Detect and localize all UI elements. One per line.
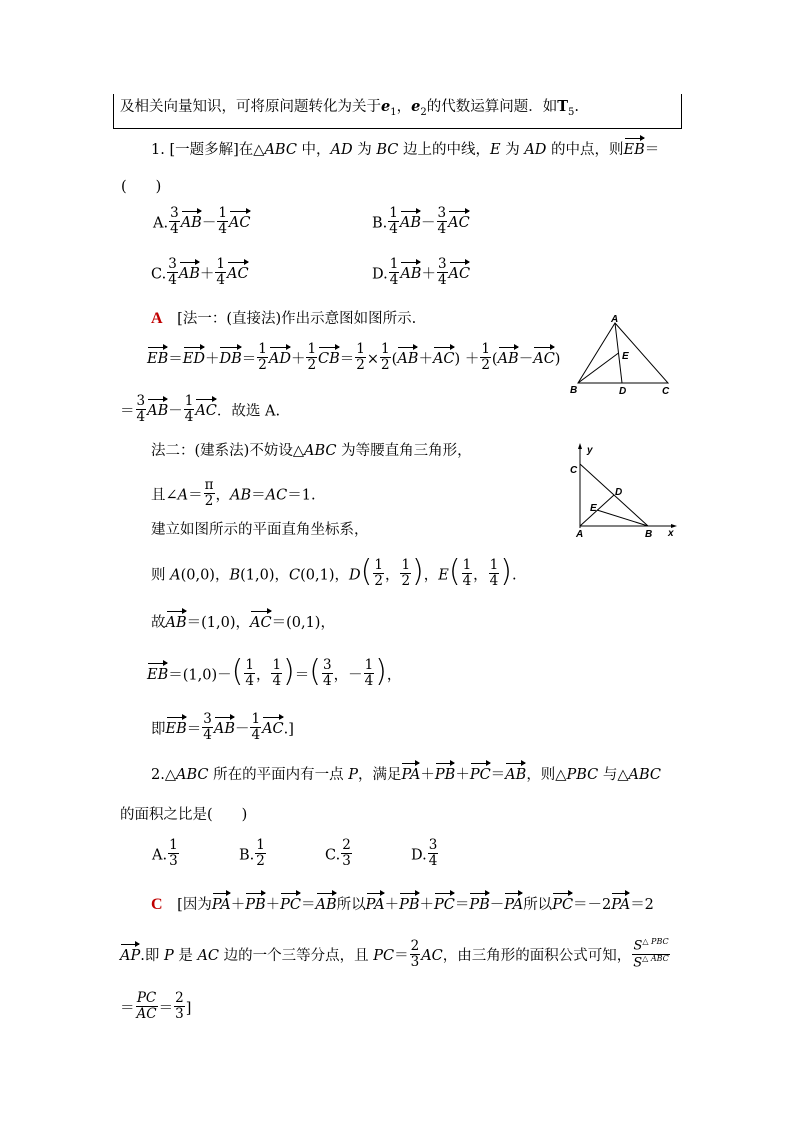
q2-stem: 2.△ABC 所在的平面内有一点 P，满足PA＋PB＋PC＝AB，则△PBC 与△ABC — [151, 767, 662, 783]
sol1-coordinates: 则 A(0,0)，B(1,0)，C(0,1)，D( $\frac{1}{2}$ ， $\frac{1}{2}$ )，E( $\frac{1}{4}$ ， $\frac{1}{4}$ ). — [151, 554, 517, 590]
label-a2: A — [576, 529, 584, 540]
label-a: A — [611, 315, 619, 325]
segment-eb2 — [597, 510, 648, 526]
label-d: D — [619, 386, 627, 397]
q2-option-d: D. $\frac{3}{4}$ — [411, 837, 438, 869]
method-box-text: 及相关向量知识，可将原问题转化为关于$e_1$，$e_2$的代数运算问题．如$T_5$. — [120, 98, 579, 118]
sol1-vectors-line: 故AB＝(1,0)，AC＝(0,1)， — [151, 615, 335, 631]
sol1-eb-calc: EB＝(1,0)－( $\frac{1}{4}$ ， $\frac{1}{4}$ )＝( $\frac{3}{4}$ ，－ $\frac{1}{4}$ )， — [147, 654, 402, 690]
sol2-line3: ＝ $\frac{PC}{AC}$ ＝ $\frac{2}{3}$ ] — [120, 990, 192, 1022]
sol2-line1: C [因为PA＋PB＋PC＝AB所以PA＋PB＋PC＝PB－PA所以PC＝－2PA＝2 — [151, 896, 654, 913]
label-c: C — [662, 386, 670, 397]
label-x: x — [668, 528, 674, 539]
q1-option-a: A. $\frac{3}{4}$ AB－ $\frac{1}{4}$ AC — [153, 205, 251, 237]
q1-option-c: C. $\frac{3}{4}$ AB＋ $\frac{1}{4}$ AC — [151, 256, 249, 288]
label-e2: E — [590, 503, 597, 514]
q1-answer-paren: ( ) — [121, 179, 162, 195]
segment-eb — [578, 353, 619, 383]
figure-coordinate — [570, 440, 680, 540]
sol1-conclusion: 即EB＝ $\frac{3}{4}$ AB－ $\frac{1}{4}$ AC.] — [151, 711, 294, 743]
sol2-line2: AP.即 P 是 AC 边的一个三等分点，且 PC＝ $\frac{2}{3}$ AC，由三角形的面积公式可知， $\frac{S^{\triangle PBC}}{S^{\triangle ABC}}$ — [120, 937, 669, 970]
q2-option-a: A. $\frac{1}{3}$ — [152, 837, 178, 869]
vec-EB: EB — [623, 142, 645, 158]
label-e: E — [622, 351, 629, 362]
q2-stem-line2: 的面积之比是( ) — [120, 807, 248, 823]
sol1-equation-line: EB＝ED＋DB＝ $\frac{1}{2}$ AD＋ $\frac{1}{2}$ CB＝ $\frac{1}{2}$ × $\frac{1}{2}$ (AB＋AC) ＋ $\frac{1}{2}$ (AB－AC) — [147, 341, 561, 373]
y-axis-arrow — [578, 443, 582, 449]
sol1-method2-line1: 法二：(建系法)不妨设△ABC 为等腰直角三角形， — [151, 443, 472, 459]
sol1-method1-heading: A [法一：(直接法)作出示意图如图所示. — [151, 310, 417, 327]
label-y: y — [587, 445, 593, 456]
area-ratio: $\frac{S^{\triangle PBC}}{S^{\triangle ABC}}$ — [633, 937, 669, 970]
sol1-result-line: ＝ $\frac{3}{4}$ AB－ $\frac{1}{4}$ AC．故选 A. — [120, 393, 281, 425]
label-b2: B — [645, 529, 653, 540]
figure-triangle — [570, 315, 680, 400]
q1-option-d: D. $\frac{1}{4}$ AB＋ $\frac{3}{4}$ AC — [372, 256, 471, 288]
sol1-method2-line2: 且∠A＝ $\frac{\pi}{2}$ ，AB＝AC＝1. — [151, 477, 316, 509]
q2-option-c: C. $\frac{2}{3}$ — [325, 837, 351, 869]
q2-option-b: B. $\frac{1}{2}$ — [239, 837, 265, 869]
q1-option-b: B. $\frac{1}{4}$ AB－ $\frac{3}{4}$ AC — [372, 205, 470, 237]
label-b: B — [570, 385, 578, 396]
sol1-method2-line3: 建立如图所示的平面直角坐标系， — [151, 522, 369, 538]
label-d2: D — [615, 487, 623, 498]
q1-stem: 1. [一题多解]在△ABC 中，AD 为 BC 边上的中线，E 为 AD 的中点，则EB＝ — [151, 142, 660, 158]
label-c2: C — [570, 465, 578, 476]
